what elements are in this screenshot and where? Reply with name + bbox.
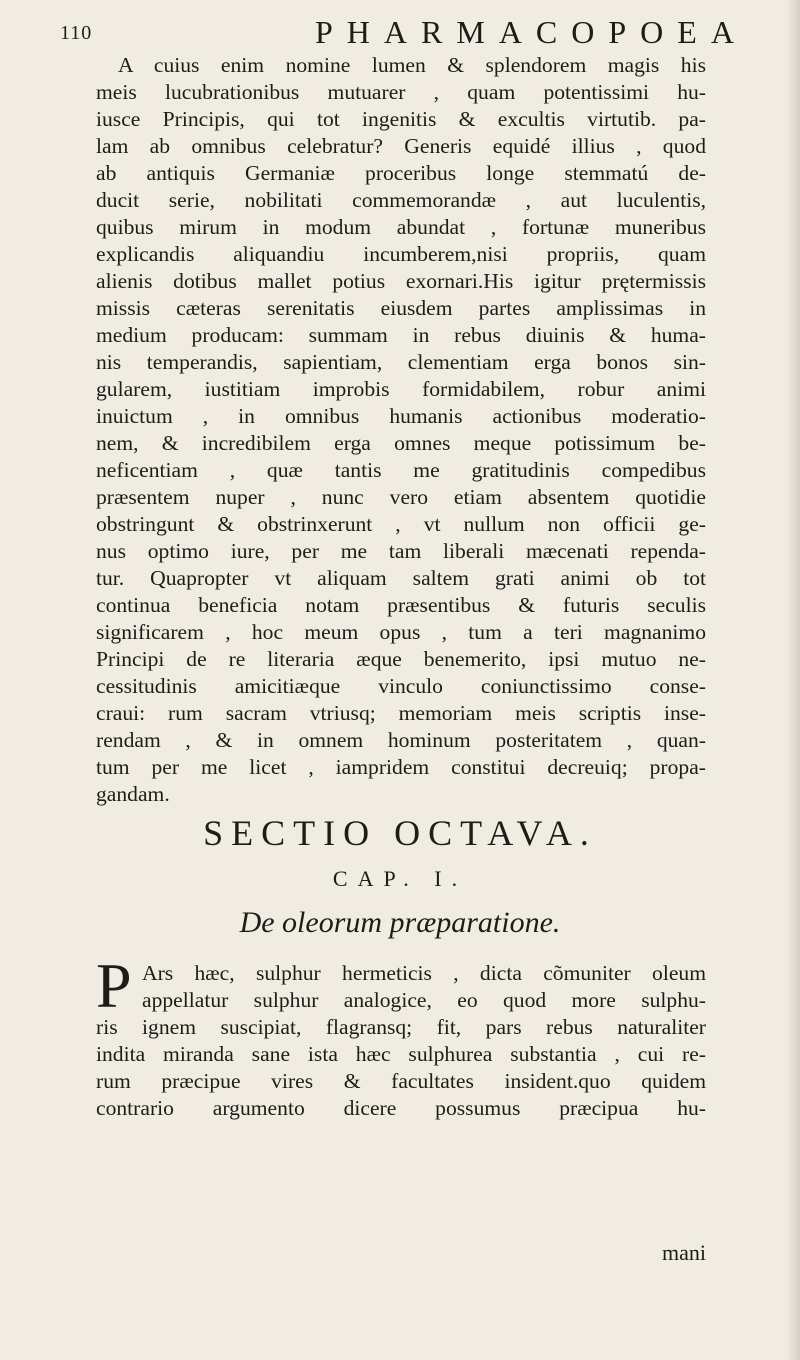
text-line: alienis dotibus mallet potius exornari.His igitur prętermissis <box>96 269 706 293</box>
text-line: meis lucubrationibus mutuarer , quam potentissimi hu- <box>96 80 706 104</box>
chapter-title: De oleorum præparatione. <box>239 906 561 939</box>
text-line: gularem, iustitiam improbis formidabilem, robur animi <box>96 377 706 401</box>
dedication-paragraph <box>96 52 706 808</box>
text-line: contrario argumento dicere possumus præcipua hu- <box>96 1096 706 1120</box>
text-line: gandam. <box>96 782 170 806</box>
text-line: medium producam: summam in rebus diuinis & huma- <box>96 323 706 347</box>
text-line: ris ignem suscipiat, flagransq; fit, pars rebus naturaliter <box>96 1015 706 1039</box>
running-head <box>60 14 748 50</box>
chapter-paragraph <box>96 950 706 1122</box>
text-line: tur. Quapropter vt aliquam saltem grati animi ob tot <box>96 566 706 590</box>
running-title: PHARMACOPOEA <box>315 14 748 50</box>
text-line: explicandis aliquandiu incumberem,nisi propriis, quam <box>96 242 706 266</box>
text-line: nis temperandis, sapientiam, clementiam erga bonos sin- <box>96 350 706 374</box>
catchword: mani <box>662 1240 706 1265</box>
page-number: 110 <box>60 22 93 44</box>
chapter-label: CAP. I. <box>332 866 468 891</box>
text-line: nus optimo iure, per me tam liberali mæcenati rependa- <box>96 539 706 563</box>
text-line: missis cæteras serenitatis eiusdem partes amplissimas in <box>96 296 706 320</box>
text-line: ducit serie, nobilitati commemorandæ , aut luculentis, <box>96 188 706 212</box>
text-line: cessitudinis amicitiæque vinculo coniunctissimo conse- <box>96 674 706 698</box>
text-line: obstringunt & obstrinxerunt , vt nullum non officii ge- <box>96 512 706 536</box>
text-line: nem, & incredibilem erga omnes meque potissimum be- <box>96 431 706 455</box>
text-line: lam ab omnibus celebratur? Generis equidé illius , quod <box>96 134 706 158</box>
text-line: quibus mirum in modum abundat , fortunæ muneribus <box>96 215 706 239</box>
text-line: Ars hæc, sulphur hermeticis , dicta cõmuniter oleum <box>142 961 706 985</box>
text-line: præsentem nuper , nunc vero etiam absentem quotidie <box>96 485 706 509</box>
drop-cap: P <box>96 950 132 1021</box>
text-line: indita miranda sane ista hæc sulphurea substantia , cui re- <box>96 1042 706 1066</box>
text-line: inuictum , in omnibus humanis actionibus moderatio- <box>96 404 706 428</box>
text-line: tum per me licet , iampridem constitui decreuiq; propa- <box>96 755 706 779</box>
section-heading: SECTIO OCTAVA. <box>203 813 597 853</box>
page-edge-shadow <box>786 0 800 1360</box>
text-line: craui: rum sacram vtriusq; memoriam meis scriptis inse- <box>96 701 706 725</box>
text-line: iusce Principis, qui tot ingenitis & excultis virtutib. pa- <box>96 107 706 131</box>
text-line: rendam , & in omnem hominum posteritatem , quan- <box>96 728 706 752</box>
text-line: ab antiquis Germaniæ proceribus longe stemmatú de- <box>96 161 706 185</box>
text-line: neficentiam , quæ tantis me gratitudinis compedibus <box>96 458 706 482</box>
text-line: rum præcipue vires & facultates insident.quo quidem <box>96 1069 706 1093</box>
text-line: significarem , hoc meum opus , tum a teri magnanimo <box>96 620 706 644</box>
text-line: appellatur sulphur analogice, eo quod more sulphu- <box>142 988 706 1012</box>
text-line: Principi de re literaria æque benemerito, ipsi mutuo ne- <box>96 647 706 671</box>
text-line: continua beneficia notam præsentibus & futuris seculis <box>96 593 706 617</box>
text-line: A cuius enim nomine lumen & splendorem magis his <box>118 53 706 77</box>
